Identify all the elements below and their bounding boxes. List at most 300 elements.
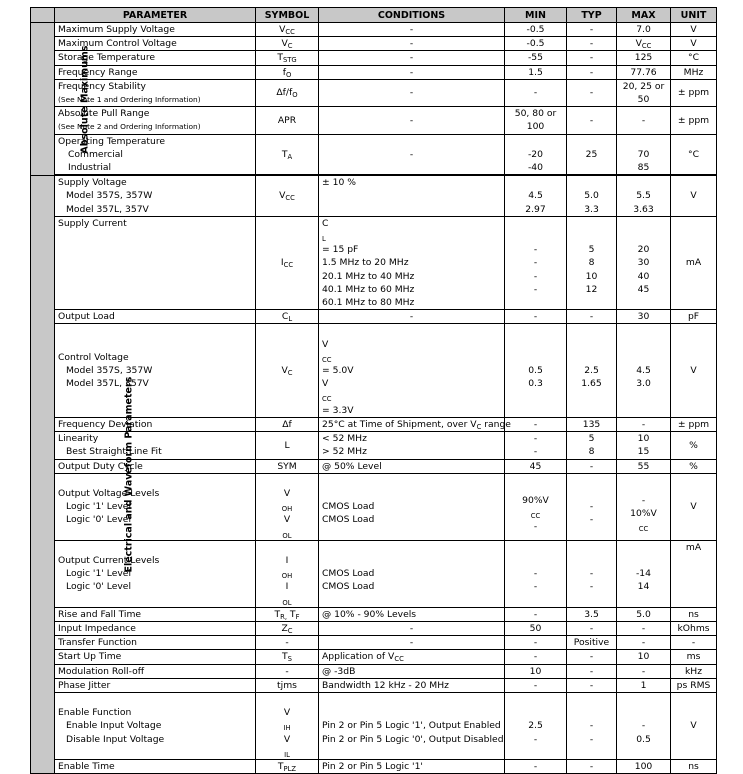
cell-text: Application of V	[322, 651, 395, 663]
cell-text: -	[589, 733, 594, 745]
symbol-cell: APR	[256, 107, 319, 134]
cell-text: T	[281, 148, 288, 160]
unit-cell: ± ppm	[671, 79, 717, 106]
cell-text: 4.5	[528, 190, 543, 202]
cell-text: O	[285, 70, 292, 79]
cell-text: 40	[637, 270, 650, 282]
cell-text: V	[635, 38, 642, 50]
cell-text: CC	[322, 395, 332, 404]
min-cell	[505, 540, 567, 607]
param-cell: Output Load	[55, 310, 256, 324]
cell-text: Pin 2 or Pin 5 Logic '1', Output Enabled	[322, 720, 501, 732]
cell-text: OH	[281, 505, 293, 514]
cell-text: CC	[283, 261, 294, 270]
table-row	[31, 107, 717, 134]
cell-text: OL	[282, 531, 292, 540]
typ-cell: -	[567, 65, 617, 79]
table-row	[31, 692, 717, 759]
typ-cell: -	[567, 107, 617, 134]
symbol-cell: -	[256, 664, 319, 678]
cell-text: 40.1 MHz to 60 MHz	[322, 283, 415, 295]
cell-text: 90%V	[522, 494, 549, 506]
typ-cell: -	[567, 51, 617, 65]
symbol-cell	[256, 65, 319, 79]
unit-cell: V	[671, 473, 717, 540]
unit-cell: ns	[671, 759, 717, 773]
cond-cell	[319, 540, 505, 607]
table-row	[31, 621, 717, 635]
table-row	[31, 134, 717, 175]
table-row	[31, 759, 717, 773]
symbol-cell: SYM	[256, 459, 319, 473]
cell-text: 14	[637, 581, 650, 593]
cell-text: 2.97	[525, 203, 546, 215]
cond-cell	[319, 216, 505, 309]
cell-text: 60.1 MHz to 80 MHz	[322, 297, 415, 309]
cell-text: -	[641, 494, 646, 506]
cell-text: -20	[527, 148, 543, 160]
cell-text: -	[533, 520, 538, 532]
typ-cell	[567, 216, 617, 309]
cell-text: (See Note 2 and Ordering Information)	[58, 122, 201, 132]
param-cell: Storage Temperature	[55, 51, 256, 65]
header-min: MIN	[505, 8, 567, 23]
cond-cell: -	[319, 79, 505, 106]
min-cell	[505, 134, 567, 175]
cell-text: < 52 MHz	[322, 433, 367, 445]
header-conditions: CONDITIONS	[319, 8, 505, 23]
cell-text: -	[589, 568, 594, 580]
max-cell: 1	[617, 678, 671, 692]
min-cell: -	[505, 636, 567, 650]
cond-cell	[319, 417, 511, 431]
cell-text: -	[533, 270, 538, 282]
cell-text: Control Voltage	[58, 351, 129, 363]
cell-text: C	[322, 217, 329, 229]
unit-cell: %	[671, 459, 717, 473]
min-cell: -	[505, 310, 567, 324]
cell-text: Industrial	[68, 162, 112, 174]
typ-cell: 3.5	[567, 607, 617, 621]
cell-text: 20	[637, 244, 650, 256]
unit-cell: V	[671, 37, 717, 51]
min-cell	[505, 176, 567, 217]
cell-text: Supply Voltage	[58, 177, 127, 189]
cell-text: 25°C at Time of Shipment, over V	[322, 418, 477, 430]
min-cell: -0.5	[505, 37, 567, 51]
max-cell	[617, 176, 671, 217]
cell-text: V	[279, 24, 286, 35]
cell-text: T	[277, 52, 283, 64]
electrical-spec-table	[30, 7, 717, 774]
param-cell: Supply Current	[55, 216, 256, 309]
symbol-cell: tjms	[256, 678, 319, 692]
min-cell	[505, 432, 567, 459]
cell-text: L	[288, 315, 293, 324]
param-cell	[55, 432, 256, 459]
cell-text: Linearity	[58, 433, 99, 445]
cell-text: CMOS Load	[322, 581, 375, 593]
unit-cell: V	[671, 692, 717, 759]
cell-text: Best Straight Line Fit	[66, 446, 162, 458]
max-cell: -	[617, 636, 671, 650]
cond-cell	[319, 473, 505, 540]
cell-text: -	[533, 244, 538, 256]
param-cell: Enable Time	[55, 759, 256, 773]
cell-text: V	[281, 365, 288, 377]
symbol-cell	[256, 650, 319, 664]
unit-cell: pF	[671, 310, 717, 324]
cell-text: -	[641, 720, 646, 732]
cell-text: 4.5	[636, 365, 651, 377]
param-cell: Rise and Fall Time	[55, 607, 256, 621]
cell-text: -	[533, 257, 538, 269]
table-row	[31, 23, 717, 37]
typ-cell	[567, 432, 617, 459]
min-cell: -0.5	[505, 23, 567, 37]
param-cell: Transfer Function	[55, 636, 256, 650]
min-cell: -	[505, 417, 567, 431]
param-cell: Maximum Control Voltage	[55, 37, 256, 51]
cell-text: O	[292, 91, 298, 100]
max-cell: 30	[617, 310, 671, 324]
min-cell: -55	[505, 51, 567, 65]
typ-cell: -	[567, 23, 617, 37]
cond-cell: Pin 2 or Pin 5 Logic '1'	[319, 759, 505, 773]
param-cell	[55, 540, 256, 607]
symbol-cell: L	[256, 432, 319, 459]
min-cell: -	[505, 650, 567, 664]
cell-text: 20, 25 or	[622, 80, 665, 92]
symbol-cell	[256, 176, 319, 217]
cond-cell: -	[319, 134, 505, 175]
max-cell: -	[617, 107, 671, 134]
cell-text: Output Voltage Levels	[58, 487, 160, 499]
cell-text: V	[283, 487, 291, 499]
max-cell: 100	[617, 759, 671, 773]
cell-text: 85	[637, 162, 650, 174]
min-cell	[505, 324, 567, 417]
typ-cell: Positive	[567, 636, 617, 650]
cell-text: C	[287, 626, 293, 635]
cell-text: 70	[637, 148, 650, 160]
cell-text: T	[277, 760, 284, 772]
cond-cell: @ -3dB	[319, 664, 505, 678]
cell-text: C	[287, 369, 293, 378]
cell-text: S	[287, 655, 292, 664]
cell-text: Commercial	[68, 148, 123, 160]
symbol-cell	[256, 621, 319, 635]
header-row	[31, 8, 717, 23]
table-row	[31, 607, 717, 621]
unit-cell: %	[671, 432, 717, 459]
cell-text: 5.0	[584, 190, 599, 202]
table-row	[31, 37, 717, 51]
cond-cell	[319, 432, 505, 459]
table-row	[31, 678, 717, 692]
min-cell: -	[505, 607, 567, 621]
cell-text: 100	[526, 121, 545, 133]
symbol-cell	[256, 540, 319, 607]
cell-text: Enable Function	[58, 707, 132, 719]
unit-cell: ± ppm	[671, 107, 717, 134]
typ-cell	[567, 692, 617, 759]
symbol-cell	[256, 23, 319, 37]
max-cell	[617, 692, 671, 759]
typ-cell: -	[567, 621, 617, 635]
max-cell: 125	[617, 51, 671, 65]
symbol-cell	[256, 134, 319, 175]
typ-cell: -	[567, 759, 617, 773]
cell-text: (See Note 1 and Ordering Information)	[58, 95, 201, 105]
param-cell: Start Up Time	[55, 650, 256, 664]
cell-text: CC	[530, 511, 541, 520]
symbol-cell	[256, 51, 319, 65]
cond-cell: -	[319, 37, 505, 51]
cell-text: 10%V	[630, 507, 657, 519]
cell-text: -	[533, 733, 538, 745]
cond-cell: @ 10% - 90% Levels	[319, 607, 505, 621]
cell-text: = 3.3V	[322, 404, 354, 416]
cell-text: 3.0	[636, 378, 651, 390]
cond-cell	[319, 650, 505, 664]
typ-cell: -	[567, 37, 617, 51]
cell-text: C	[476, 422, 482, 431]
cell-text: 50, 80 or	[514, 108, 557, 120]
cell-text: Δf/f	[276, 87, 293, 99]
cell-text: V	[322, 378, 329, 390]
cell-text: -	[589, 720, 594, 732]
cell-text: 12	[585, 283, 598, 295]
max-cell: 77.76	[617, 65, 671, 79]
cell-text: 8	[588, 446, 595, 458]
cell-text: CC	[394, 655, 404, 664]
unit-cell: -	[671, 636, 717, 650]
cell-text: Output Current Levels	[58, 554, 160, 566]
min-cell: -	[505, 79, 567, 106]
unit-cell: ps RMS	[671, 678, 717, 692]
cell-text: Disable Input Voltage	[66, 733, 165, 745]
cell-text: CC	[285, 28, 295, 36]
cell-text: V	[283, 707, 291, 719]
cond-cell	[319, 324, 505, 417]
max-cell	[617, 473, 671, 540]
cell-text: 0.5	[636, 733, 651, 745]
min-cell: 45	[505, 459, 567, 473]
cell-text: 10	[637, 433, 650, 445]
cond-cell: -	[319, 23, 505, 37]
cell-text: 45	[637, 283, 650, 295]
unit-cell: ns	[671, 607, 717, 621]
cell-text: -40	[527, 162, 543, 174]
max-cell	[617, 324, 671, 417]
max-cell	[617, 134, 671, 175]
symbol-cell	[256, 473, 319, 540]
max-cell: 55	[617, 459, 671, 473]
cell-text: 8	[588, 257, 595, 269]
cell-text: L	[322, 235, 326, 244]
cell-text: I	[280, 257, 284, 269]
cell-text: -	[589, 581, 594, 593]
cell-text: -	[533, 446, 538, 458]
unit-cell: MHz	[671, 65, 717, 79]
min-cell	[505, 107, 567, 134]
header-typ: TYP	[567, 8, 617, 23]
cell-text: 0.5	[528, 365, 543, 377]
table-row	[31, 650, 717, 664]
unit-cell: V	[671, 23, 717, 37]
cell-text: Z	[281, 622, 288, 634]
cell-text: Logic '1' Level	[66, 501, 132, 513]
table-row	[31, 636, 717, 650]
cell-text: 0.3	[528, 378, 543, 390]
cell-text: Model 357L, 357V	[66, 378, 149, 390]
cell-text: CC	[641, 42, 652, 51]
cell-text: Model 357S, 357W	[66, 190, 153, 202]
max-cell	[617, 79, 671, 106]
max-cell	[617, 432, 671, 459]
param-cell	[55, 692, 256, 759]
unit-cell: kOhms	[671, 621, 717, 635]
cell-text: = 15 pF	[322, 244, 359, 256]
header-unit: UNIT	[671, 8, 717, 23]
max-cell: 5.0	[617, 607, 671, 621]
max-cell: -	[617, 417, 671, 431]
cell-text: -	[533, 283, 538, 295]
max-cell: 10	[617, 650, 671, 664]
symbol-cell	[256, 37, 319, 51]
table-row	[31, 51, 717, 65]
typ-cell	[567, 324, 617, 417]
typ-cell: -	[567, 459, 617, 473]
cell-text: -	[589, 501, 594, 513]
cond-cell: @ 50% Level	[319, 459, 505, 473]
typ-cell: 25	[567, 134, 617, 175]
unit-cell: °C	[671, 51, 717, 65]
cell-text: OL	[282, 598, 292, 607]
cell-text: A	[287, 152, 293, 161]
cell-text: IH	[283, 724, 291, 733]
typ-cell	[567, 540, 617, 607]
cell-text: V	[322, 338, 329, 350]
unit-cell: mA	[671, 540, 717, 607]
cond-cell: -	[319, 65, 505, 79]
cell-text: T	[282, 651, 288, 663]
cell-text: Enable Input Voltage	[66, 720, 162, 732]
cell-text: Pin 2 or Pin 5 Logic '0', Output Disabled	[322, 733, 504, 745]
param-cell	[55, 324, 256, 417]
cell-text: Model 357L, 357V	[66, 203, 149, 215]
header-max: MAX	[617, 8, 671, 23]
unit-cell: mA	[671, 216, 717, 309]
cell-text: I	[285, 554, 289, 566]
table-row	[31, 79, 717, 106]
cell-text: T	[287, 608, 296, 620]
typ-cell: -	[567, 79, 617, 106]
cell-text: Model 357S, 357W	[66, 365, 153, 377]
symbol-cell	[256, 310, 319, 324]
cell-text: STG	[282, 56, 297, 65]
symbol-cell: -	[256, 636, 319, 650]
param-cell: Output Duty Cycle	[55, 459, 256, 473]
symbol-cell	[256, 607, 319, 621]
min-cell	[505, 692, 567, 759]
cond-cell: -	[319, 621, 505, 635]
param-cell	[55, 176, 256, 217]
typ-cell: -	[567, 678, 617, 692]
typ-cell	[567, 473, 617, 540]
min-cell: -	[505, 678, 567, 692]
cell-text: V	[281, 38, 288, 50]
corner-cell	[31, 8, 55, 23]
cell-text: 5	[588, 433, 595, 445]
symbol-cell	[256, 759, 319, 773]
cell-text: CMOS Load	[322, 514, 375, 526]
cell-text: IL	[284, 750, 290, 759]
min-cell: 10	[505, 664, 567, 678]
cell-text: Absolute Maximums	[79, 45, 91, 154]
cell-text: Absolute Pull Range	[58, 108, 150, 120]
param-cell: Maximum Supply Voltage	[55, 23, 256, 37]
unit-cell: V	[671, 324, 717, 417]
header-symbol: SYMBOL	[256, 8, 319, 23]
cond-cell: -	[319, 310, 505, 324]
cell-text: -	[589, 514, 594, 526]
cell-text: Logic '0' Level	[66, 581, 132, 593]
param-cell: Phase Jitter	[55, 678, 256, 692]
min-cell	[505, 216, 567, 309]
cell-text: Frequency Stability	[58, 80, 146, 92]
max-cell	[617, 216, 671, 309]
cond-cell: -	[319, 107, 505, 134]
cell-text: 1.65	[581, 378, 602, 390]
cell-text: T	[274, 608, 281, 620]
param-cell: Frequency Range	[55, 65, 256, 79]
cell-text: Electrical and Waveform Parameters	[123, 376, 135, 573]
cell-text: OH	[281, 572, 293, 581]
cell-text: 30	[637, 257, 650, 269]
table-row	[31, 216, 717, 309]
symbol-cell	[256, 216, 319, 309]
param-cell	[55, 473, 256, 540]
cell-text: 3.63	[633, 203, 654, 215]
cell-text: Operating Temperature	[58, 135, 166, 147]
cell-text: -	[533, 581, 538, 593]
cond-cell	[319, 692, 505, 759]
table-row	[31, 310, 717, 324]
max-cell: -	[617, 621, 671, 635]
cell-text: 3.3	[584, 203, 599, 215]
cell-text: 20.1 MHz to 40 MHz	[322, 270, 415, 282]
cell-text: CC	[638, 524, 649, 533]
param-cell: Input Impedance	[55, 621, 256, 635]
typ-cell: -	[567, 664, 617, 678]
typ-cell: 135	[567, 417, 617, 431]
cell-text: C	[287, 42, 293, 51]
cell-text: CMOS Load	[322, 501, 375, 513]
cell-text: -	[533, 433, 538, 445]
unit-cell: °C	[671, 134, 717, 175]
cell-text: 10	[585, 270, 598, 282]
cell-text: PLZ	[283, 764, 297, 773]
min-cell: 50	[505, 621, 567, 635]
min-cell: -	[505, 759, 567, 773]
cell-text: V	[283, 733, 291, 745]
cell-text: C	[281, 311, 289, 323]
min-cell: 1.5	[505, 65, 567, 79]
cell-text: V	[279, 190, 286, 202]
table-row	[31, 65, 717, 79]
